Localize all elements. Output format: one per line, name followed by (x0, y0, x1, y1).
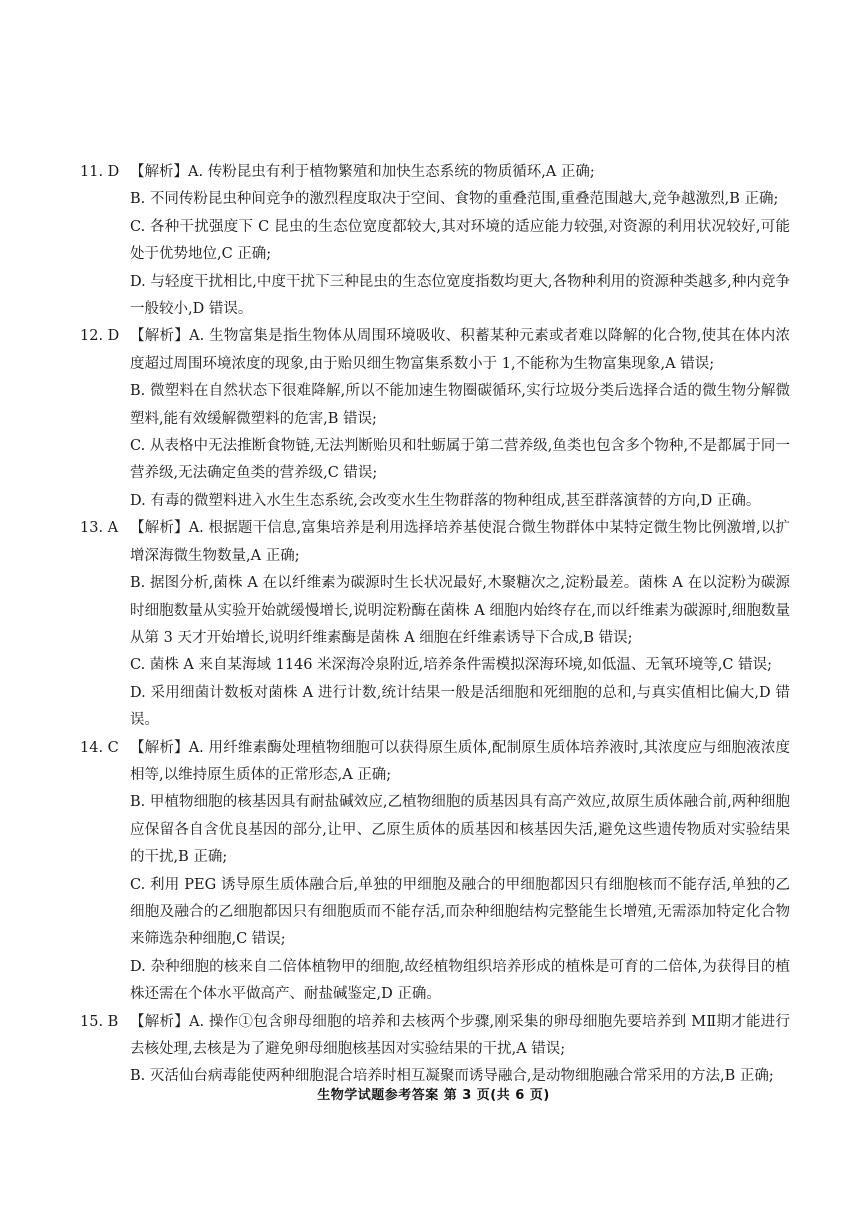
explanation-paragraph: 【解析】A. 传粉昆虫有利于植物繁殖和加快生态系统的物质循环,A 正确; (130, 164, 595, 180)
explanation-paragraph: 【解析】A. 根据题干信息,富集培养是利用选择培养基使混合微生物群体中某特定微生物比例激增,以扩增深海微生物数量,A 正确; (130, 520, 791, 564)
explanation-paragraph: D. 采用细菌计数板对菌株 A 进行计数,统计结果一般是活细胞和死细胞的总和,与真实值相比偏大,D 错误。 (130, 684, 790, 729)
question-number: 14. C (80, 739, 119, 756)
question-12 (80, 323, 790, 515)
explanation-paragraph: 【解析】A. 操作①包含卵母细胞的培养和去核两个步骤,刚采集的卵母细胞先要培养到 MⅡ期才能进行去核处理,去核是为了避免卵母细胞核基因对实验结果的干扰,A 错误; (130, 1013, 791, 1057)
explanation-paragraph: B. 微塑料在自然状态下很难降解,所以不能加速生物圈碳循环,实行垃圾分类后选择合适的微生物分解微塑料,能有效缓解微塑料的危害,B 错误; (130, 383, 790, 427)
explanation-paragraph: B. 不同传粉昆虫种间竞争的激烈程度取决于空间、食物的重叠范围,重叠范围越大,竞争越激烈,B 正确; (130, 191, 779, 208)
analysis-tag: 【解析】 (130, 520, 189, 537)
explanation-paragraph: B. 据图分析,菌株 A 在以纤维素为碳源时生长状况最好,木聚糖次之,淀粉最差。菌株 A 在以淀粉为碳源时细胞数量从实验开始就缓慢增长,说明淀粉酶在菌株 A 细胞内始终存在,而以纤维素为碳源时,细胞数量从第 3 天才开始增长,说明纤维素酶是菌株 A 细胞在纤维素诱导下合成,B 错误; (130, 575, 790, 646)
question-number: 11. D (80, 164, 120, 180)
explanation (130, 159, 790, 323)
explanation-paragraph: B. 灭活仙台病毒能使两种细胞混合培养时相互凝聚而诱导融合,是动物细胞融合常采用的方法,B 正确; (130, 1068, 774, 1085)
explanation-paragraph: C. 菌株 A 来自某海域 1146 米深海冷泉附近,培养条件需模拟深海环境,如低温、无氧环境等,C 错误; (130, 657, 773, 674)
question-number: 15. B (80, 1013, 119, 1030)
explanation-paragraph: 【解析】A. 用纤维素酶处理植物细胞可以获得原生质体,配制原生质体培养液时,其浓度应与细胞液浓度相等,以维持原生质体的正常形态,A 正确; (130, 739, 791, 783)
analysis-tag: 【解析】 (130, 739, 189, 756)
analysis-tag: 【解析】 (130, 328, 190, 345)
answer-list (80, 159, 790, 1091)
explanation (130, 323, 790, 515)
question-number: 13. A (80, 520, 119, 537)
question-number: 12. D (80, 328, 120, 345)
explanation-paragraph: B. 甲植物细胞的核基因具有耐盐碱效应,乙植物细胞的质基因具有高产效应,故原生质体融合前,两种细胞应保留各自含优良基因的部分,让甲、乙原生质体的质基因和核基因失活,避免这些遗传物质对实验结果的干扰,B 正确; (130, 794, 790, 866)
analysis-tag: 【解析】 (130, 164, 188, 180)
question-15 (80, 1009, 790, 1091)
explanation-paragraph: C. 从表格中无法推断食物链,无法判断贻贝和牡蛎属于第二营养级,鱼类也包含多个物种,不是都属于同一营养级,无法确定鱼类的营养级,C 错误; (130, 438, 790, 482)
page-footer: 生物学试题参考答案 第 3 页(共 6 页) (317, 1088, 550, 1103)
explanation-paragraph: C. 利用 PEG 诱导原生质体融合后,单独的甲细胞及融合的甲细胞都因只有细胞核而不能存活,单独的乙细胞及融合的乙细胞都因只有细胞质而不能存活,而杂种细胞结构完整能生长增殖,无需添加特定化合物来筛选杂种细胞,C 错误; (130, 876, 790, 948)
explanation-paragraph: D. 与轻度干扰相比,中度干扰下三种昆虫的生态位宽度指数均更大,各物种利用的资源种类越多,种内竞争一般较小,D 错误。 (130, 273, 790, 318)
explanation-paragraph: D. 有毒的微塑料进入水生生态系统,会改变水生生物群落的物种组成,甚至群落演替的方向,D 正确。 (130, 492, 761, 509)
explanation-paragraph: C. 各种干扰强度下 C 昆虫的生态位宽度都较大,其对环境的适应能力较强,对资源的利用状况较好,可能处于优势地位,C 正确; (130, 218, 790, 263)
explanation-paragraph: 【解析】A. 生物富集是指生物体从周围环境吸收、积蓄某种元素或者难以降解的化合物,使其在体内浓度超过周围环境浓度的现象,由于贻贝细生物富集系数小于 1,不能称为生物富集现象,A 错误; (130, 328, 790, 372)
question-13 (80, 515, 790, 734)
explanation (130, 735, 790, 1009)
explanation-paragraph: D. 杂种细胞的核来自二倍体植物甲的细胞,故经植物组织培养形成的植株是可育的二倍体,为获得目的植株还需在个体水平做高产、耐盐碱鉴定,D 正确。 (130, 958, 790, 1003)
explanation (130, 1009, 790, 1091)
analysis-tag: 【解析】 (130, 1013, 190, 1030)
explanation (130, 515, 790, 734)
question-14 (80, 735, 790, 1009)
question-11 (80, 159, 790, 323)
